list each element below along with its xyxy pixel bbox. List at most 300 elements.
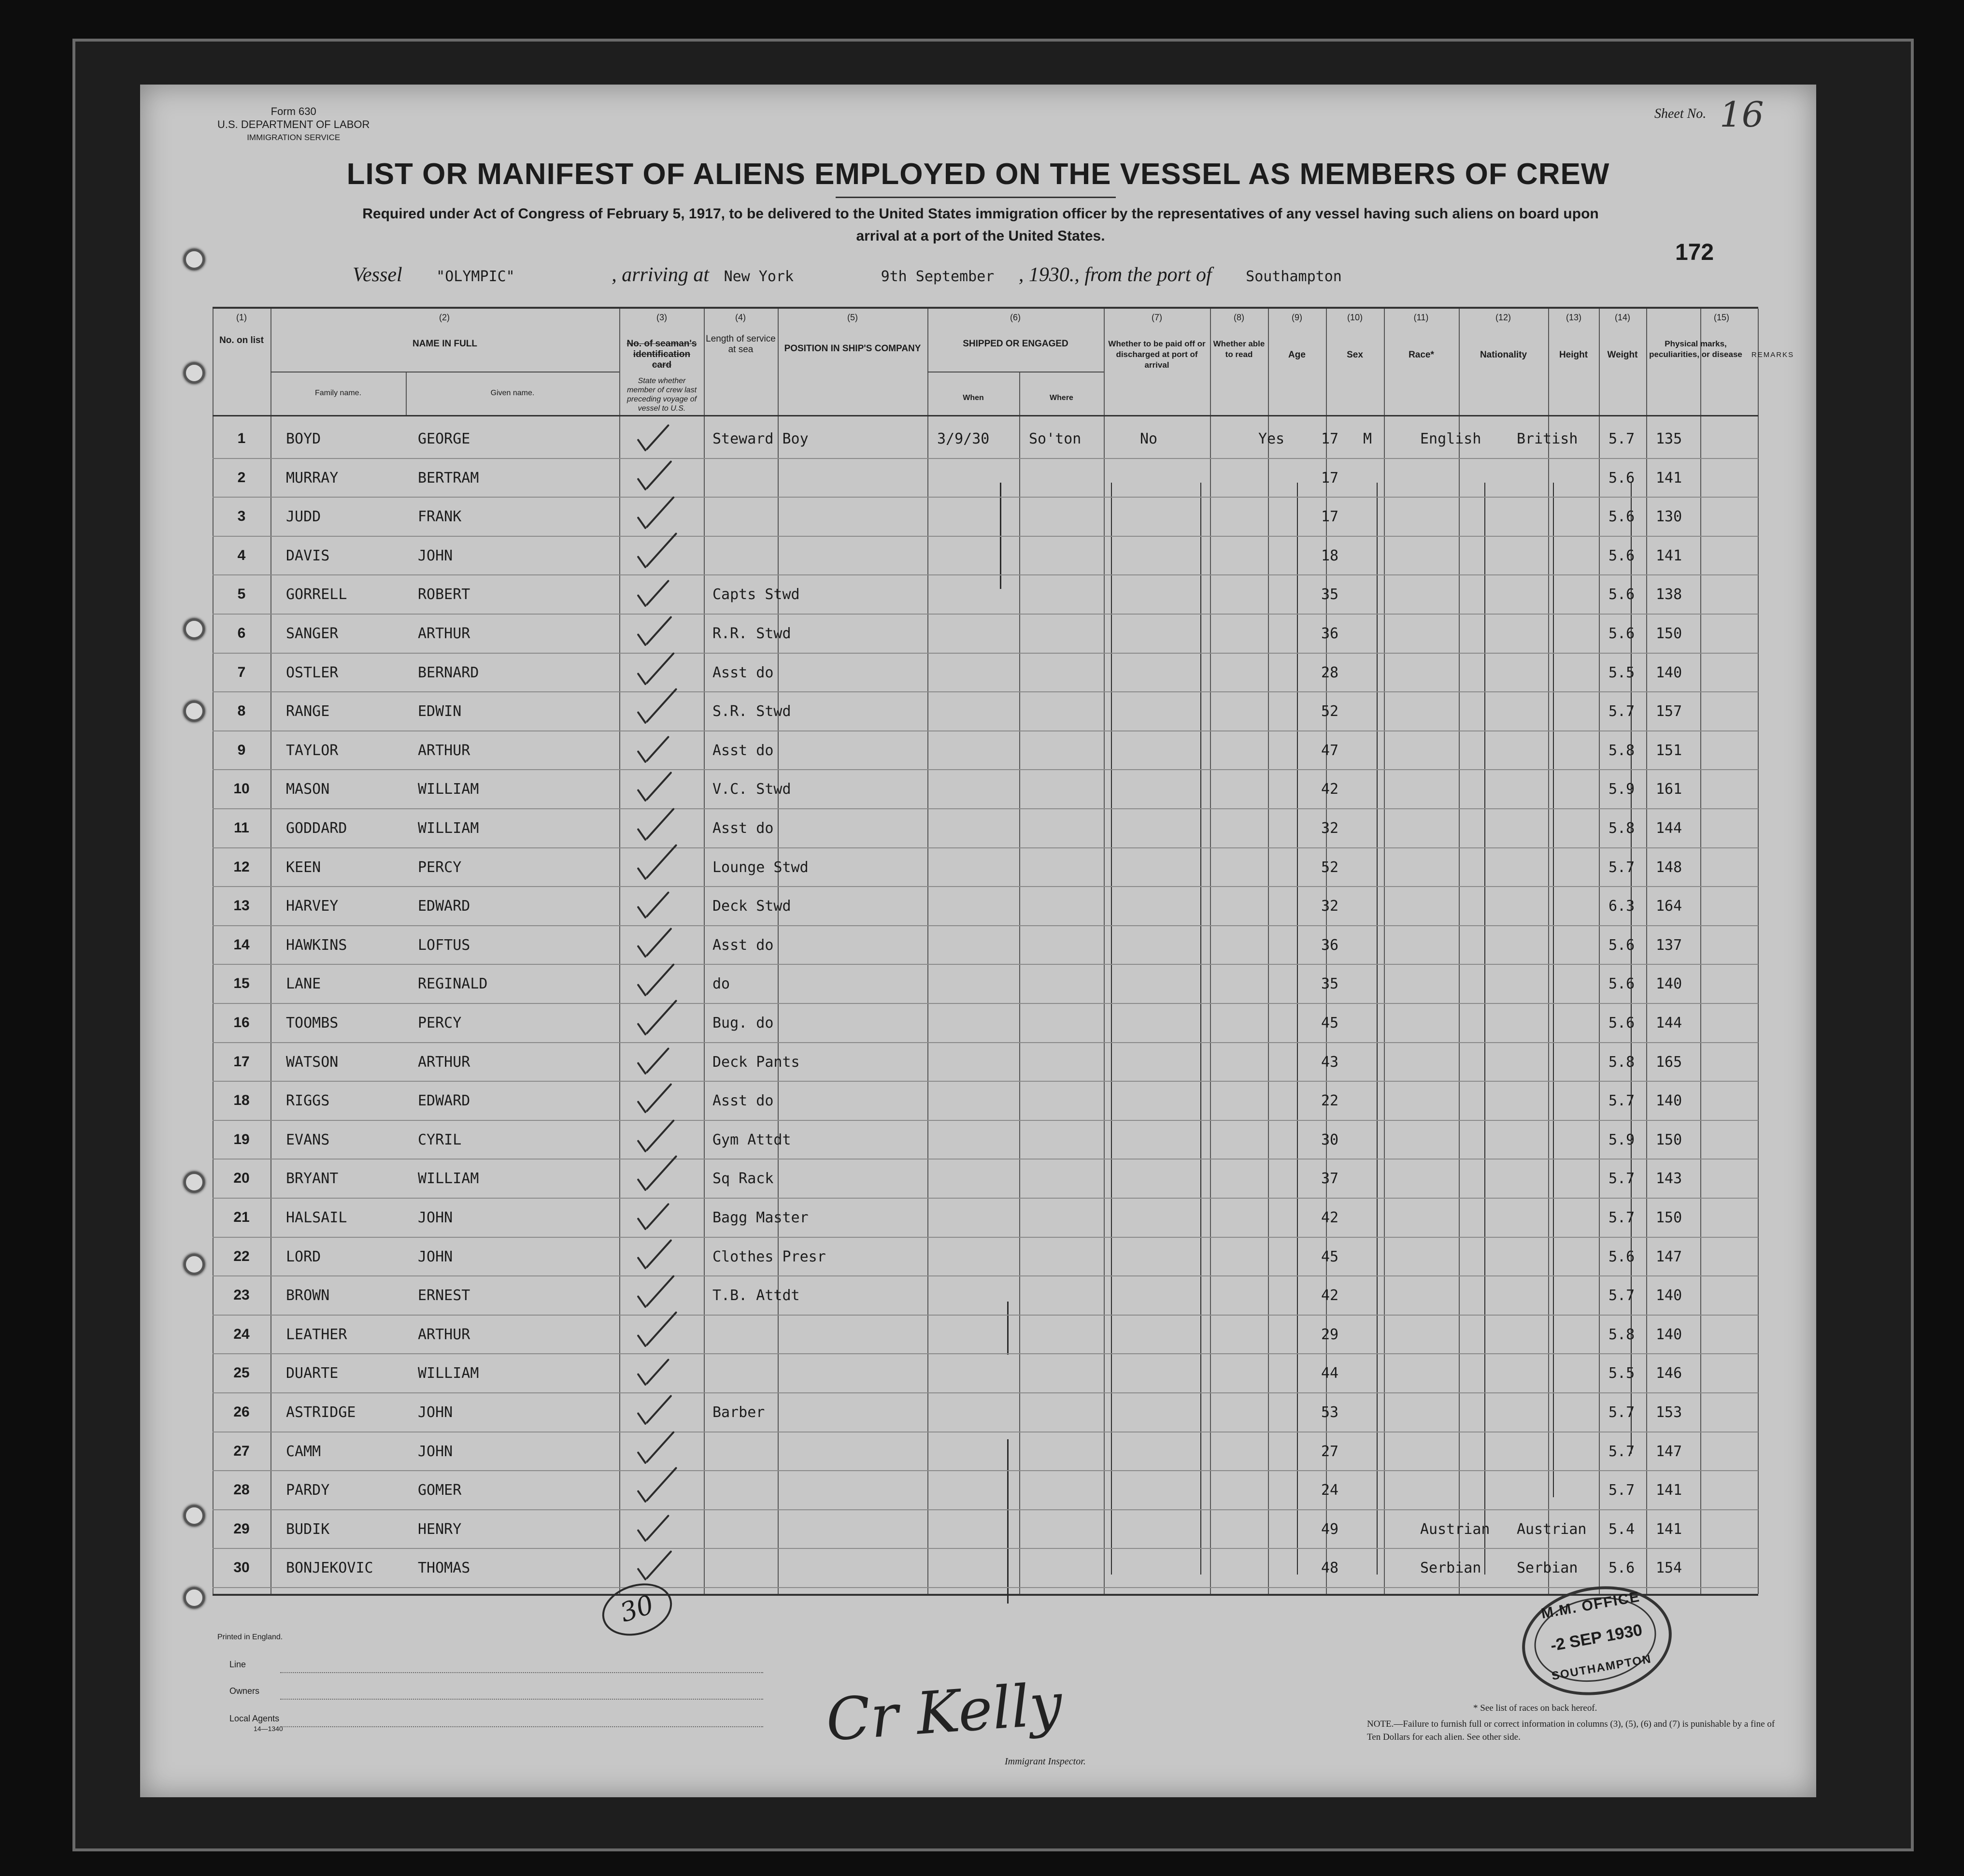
row-number-cell: 8	[237, 703, 246, 719]
family-name-cell: JUDD	[286, 508, 321, 526]
arrival-port: New York	[724, 268, 794, 285]
age-cell: 24	[1321, 1482, 1339, 1499]
col-number: (12)	[1495, 313, 1511, 322]
sheet-number: 16	[1720, 94, 1764, 135]
height-cell: 5.7	[1608, 1287, 1635, 1304]
height-cell: 5.7	[1608, 430, 1635, 447]
given-name-cell: JOHN	[418, 547, 453, 564]
manifest-sheet	[140, 85, 1816, 1797]
position-cell: Gym Attdt	[712, 1131, 791, 1148]
height-cell: 5.5	[1608, 664, 1635, 681]
table-row	[213, 1275, 1758, 1314]
printer-note: Printed in England.	[217, 1633, 283, 1641]
col-number: (1)	[236, 313, 247, 322]
weight-cell: 151	[1656, 742, 1682, 759]
table-row	[213, 886, 1758, 925]
inspector-signature: Cr Kelly	[824, 1671, 1065, 1754]
family-name-cell: DAVIS	[286, 547, 330, 564]
age-cell: 42	[1321, 1287, 1339, 1304]
given-name-cell: ARTHUR	[418, 742, 470, 759]
stamp-location: SOUTHAMPTON	[1551, 1652, 1653, 1683]
position-cell: Asst do	[712, 742, 774, 759]
col-number: (3)	[656, 313, 667, 322]
family-name-cell: CAMM	[286, 1443, 321, 1460]
family-name-cell: PARDY	[286, 1482, 330, 1499]
weight-cell: 141	[1656, 1520, 1682, 1538]
height-cell: 5.6	[1608, 1560, 1635, 1577]
binder-hole	[184, 249, 205, 270]
family-name-cell: BONJEKOVIC	[286, 1560, 373, 1577]
row-number-cell: 15	[233, 975, 250, 992]
binder-hole	[184, 618, 205, 640]
races-note: * See list of races on back hereof.	[1473, 1703, 1597, 1713]
position-cell: do	[712, 975, 730, 993]
ditto-mark	[1111, 483, 1112, 1575]
given-name-cell: EDWARD	[418, 1092, 470, 1110]
table-row	[213, 1548, 1758, 1587]
position-cell: T.B. Attdt	[712, 1287, 800, 1304]
table-row	[213, 536, 1758, 574]
weight-cell: 165	[1656, 1053, 1682, 1071]
header-no-on-list: No. on list	[219, 335, 264, 345]
family-name-cell: DUARTE	[286, 1365, 339, 1382]
given-name-cell: HENRY	[418, 1520, 462, 1538]
height-cell: 5.7	[1608, 1482, 1635, 1499]
position-cell: Asst do	[712, 1092, 774, 1110]
age-cell: 36	[1321, 936, 1339, 954]
weight-cell: 154	[1656, 1560, 1682, 1577]
col-number: (11)	[1413, 313, 1429, 322]
table-row	[213, 497, 1758, 535]
arrival-date: 9th September	[881, 268, 995, 285]
row-number-cell: 13	[233, 898, 250, 914]
position-cell: S.R. Stwd	[712, 703, 791, 720]
position-cell: Bagg Master	[712, 1209, 809, 1226]
family-name-cell: HAWKINS	[286, 936, 347, 954]
circled-total: 30	[596, 1575, 679, 1645]
page-number: 172	[1675, 240, 1714, 265]
weight-cell: 140	[1656, 1092, 1682, 1110]
weight-cell: 157	[1656, 703, 1682, 720]
age-cell: 17	[1321, 508, 1339, 526]
given-name-cell: REGINALD	[418, 975, 488, 993]
age-cell: 53	[1321, 1404, 1339, 1421]
position-cell: Deck Stwd	[712, 898, 791, 915]
col-number: (15)	[1713, 313, 1729, 322]
family-name-cell: BUDIK	[286, 1520, 330, 1538]
height-cell: 5.7	[1608, 859, 1635, 876]
binder-hole	[184, 362, 205, 384]
given-name-cell: THOMAS	[418, 1560, 470, 1577]
given-name-cell: PERCY	[418, 1015, 462, 1031]
table-row	[213, 1315, 1758, 1353]
vessel-line	[353, 263, 1753, 286]
height-cell: 5.6	[1608, 625, 1635, 642]
given-name-cell: FRANK	[418, 508, 462, 526]
given-name-cell: WILLIAM	[418, 820, 479, 837]
row-number-cell: 27	[233, 1443, 250, 1459]
year-suffix: 30	[1049, 264, 1069, 286]
table-row	[213, 1237, 1758, 1275]
height-cell: 5.6	[1608, 547, 1635, 564]
weight-cell: 147	[1656, 1248, 1682, 1265]
given-name-cell: EDWIN	[418, 703, 462, 720]
family-name-cell: MASON	[286, 781, 330, 798]
age-cell: 35	[1321, 586, 1339, 603]
weight-cell: 130	[1656, 508, 1682, 526]
given-name-cell: JOHN	[418, 1248, 453, 1265]
ditto-mark	[1007, 1439, 1009, 1604]
height-cell: 5.6	[1608, 1015, 1635, 1031]
table-row	[213, 769, 1758, 808]
table-row	[213, 1198, 1758, 1236]
ditto-mark	[1007, 1302, 1009, 1355]
nationality-cell: Serbian	[1517, 1560, 1578, 1577]
given-name-cell: EDWARD	[418, 898, 470, 915]
table-row	[213, 614, 1758, 652]
row-number-cell: 19	[233, 1131, 250, 1147]
header-name-in-full: NAME IN FULL	[412, 339, 478, 349]
position-cell: Asst do	[712, 820, 774, 837]
weight-cell: 150	[1656, 1209, 1682, 1226]
height-cell: 5.7	[1608, 1209, 1635, 1226]
header-nationality: Nationality	[1480, 350, 1527, 360]
weight-cell: 150	[1656, 1131, 1682, 1148]
table-row	[213, 925, 1758, 964]
shipped-when-cell: 3/9/30	[937, 430, 990, 447]
stamp-office: M.M. OFFICE	[1540, 1589, 1641, 1622]
row-number-cell: 11	[234, 820, 249, 836]
table-row	[213, 1353, 1758, 1392]
family-name-cell: GORRELL	[286, 586, 347, 603]
department-name: U.S. DEPARTMENT OF LABOR	[217, 118, 370, 130]
age-cell: 29	[1321, 1326, 1339, 1343]
given-name-cell: ARTHUR	[418, 1053, 470, 1071]
position-cell: Sq Rack	[712, 1170, 774, 1188]
family-name-cell: HALSAIL	[286, 1209, 347, 1226]
height-cell: 5.6	[1608, 508, 1635, 526]
position-cell: Asst do	[712, 664, 774, 681]
weight-cell: 141	[1656, 547, 1682, 564]
age-cell: 48	[1321, 1560, 1339, 1577]
col-number: (6)	[1010, 313, 1021, 322]
table-row	[213, 1042, 1758, 1081]
table-row	[213, 808, 1758, 847]
departure-port: Southampton	[1246, 268, 1342, 285]
height-cell: 5.7	[1608, 1443, 1635, 1460]
family-name-cell: ASTRIDGE	[286, 1404, 356, 1421]
header-seaman-card: No. of seaman's identification card	[626, 339, 697, 370]
shipped-where-cell: So'ton	[1029, 430, 1082, 447]
weight-cell: 141	[1656, 469, 1682, 487]
header-when: When	[963, 394, 984, 402]
table-row	[213, 1120, 1758, 1159]
form-issuer-block	[217, 105, 370, 144]
inspector-label: Immigrant Inspector.	[1005, 1756, 1086, 1767]
weight-cell: 144	[1656, 1015, 1682, 1031]
height-cell: 5.7	[1608, 703, 1635, 720]
family-name-cell: TAYLOR	[286, 742, 339, 759]
given-name-cell: WILLIAM	[418, 1365, 479, 1382]
given-name-cell: JOHN	[418, 1404, 453, 1421]
table-row	[213, 730, 1758, 769]
height-cell: 5.8	[1608, 1326, 1635, 1343]
header-sex: Sex	[1347, 350, 1363, 360]
nationality-cell: Austrian	[1517, 1520, 1587, 1538]
age-cell: 35	[1321, 975, 1339, 993]
given-name-cell: ERNEST	[418, 1287, 470, 1304]
header-race: Race*	[1409, 350, 1434, 360]
position-cell: Barber	[712, 1404, 765, 1421]
crew-manifest-table	[213, 307, 1794, 1596]
agents-label: Local Agents	[229, 1714, 280, 1723]
binder-hole	[184, 1587, 205, 1608]
col-number: (14)	[1614, 313, 1630, 322]
family-name-cell: RIGGS	[286, 1092, 330, 1110]
table-row	[213, 419, 1758, 458]
row-number-cell: 10	[233, 781, 250, 797]
table-row	[213, 1509, 1758, 1548]
age-cell: 44	[1321, 1365, 1339, 1382]
position-cell: Lounge Stwd	[712, 859, 809, 876]
table-row	[213, 1392, 1758, 1431]
weight-cell: 148	[1656, 859, 1682, 876]
row-number-cell: 25	[233, 1365, 250, 1381]
row-number-cell: 7	[237, 664, 246, 680]
row-number-cell: 21	[233, 1209, 250, 1225]
age-cell: 47	[1321, 742, 1339, 759]
age-cell: 30	[1321, 1131, 1339, 1148]
age-cell: 45	[1321, 1015, 1339, 1031]
family-name-cell: BRYANT	[286, 1170, 339, 1188]
family-name-cell: MURRAY	[286, 469, 339, 487]
table-row	[213, 691, 1758, 730]
height-cell: 5.9	[1608, 1131, 1635, 1148]
weight-cell: 140	[1656, 664, 1682, 681]
table-row	[213, 458, 1758, 497]
weight-cell: 138	[1656, 586, 1682, 603]
able-to-read-cell: Yes	[1258, 430, 1285, 447]
race-cell: English	[1420, 430, 1481, 447]
row-number-cell: 16	[233, 1015, 250, 1031]
family-name-cell: RANGE	[286, 703, 330, 720]
family-name-cell: TOOMBS	[286, 1015, 339, 1031]
height-cell: 5.7	[1608, 1170, 1635, 1188]
header-able-to-read: Whether able to read	[1213, 339, 1265, 359]
binder-hole	[184, 1505, 205, 1526]
row-number-cell: 12	[233, 859, 250, 875]
height-cell: 5.8	[1608, 820, 1635, 837]
from-label: ., from the port of	[1069, 264, 1212, 286]
age-cell: 52	[1321, 703, 1339, 720]
row-number-cell: 30	[233, 1560, 250, 1576]
col-number: (8)	[1234, 313, 1244, 322]
vessel-label: Vessel	[353, 264, 402, 286]
weight-cell: 140	[1656, 1287, 1682, 1304]
binder-hole	[184, 1254, 205, 1275]
line-label: Line	[229, 1660, 246, 1669]
nationality-cell: British	[1517, 430, 1578, 447]
family-name-cell: LORD	[286, 1248, 321, 1265]
row-number-cell: 14	[233, 936, 250, 953]
sheet-label: Sheet No.	[1654, 106, 1707, 121]
given-name-cell: ARTHUR	[418, 1326, 470, 1343]
weight-cell: 137	[1656, 936, 1682, 954]
position-cell: Asst do	[712, 936, 774, 954]
family-name-cell: LANE	[286, 975, 321, 993]
age-cell: 52	[1321, 859, 1339, 876]
height-cell: 5.5	[1608, 1365, 1635, 1382]
given-name-cell: WILLIAM	[418, 781, 479, 798]
height-cell: 5.4	[1608, 1520, 1635, 1538]
age-cell: 37	[1321, 1170, 1339, 1188]
row-number-cell: 18	[233, 1092, 250, 1109]
height-cell: 5.6	[1608, 936, 1635, 954]
col-number: (7)	[1152, 313, 1162, 322]
race-cell: Austrian	[1420, 1520, 1490, 1538]
weight-cell: 140	[1656, 1326, 1682, 1343]
year-prefix: , 19	[1018, 264, 1049, 286]
row-number-cell: 9	[237, 742, 246, 758]
header-given-name: Given name.	[490, 389, 535, 397]
age-cell: 43	[1321, 1053, 1339, 1071]
table-row	[213, 847, 1758, 886]
race-cell: Serbian	[1420, 1560, 1481, 1577]
family-name-cell: GODDARD	[286, 820, 347, 837]
row-number-cell: 6	[237, 625, 246, 641]
age-cell: 22	[1321, 1092, 1339, 1110]
ditto-mark	[1631, 483, 1632, 1454]
table-row	[213, 1159, 1758, 1197]
family-name-cell: LEATHER	[286, 1326, 347, 1343]
age-cell: 42	[1321, 1209, 1339, 1226]
agents-code: 14—1340	[254, 1725, 283, 1733]
height-cell: 5.6	[1608, 975, 1635, 993]
weight-cell: 153	[1656, 1404, 1682, 1421]
header-last-voyage: State whether member of crew last preceding voyage of vessel to U.S.	[626, 377, 697, 413]
row-number-cell: 1	[237, 430, 246, 446]
arriving-label: , arriving at	[612, 264, 710, 286]
age-cell: 32	[1321, 898, 1339, 915]
given-name-cell: ARTHUR	[418, 625, 470, 642]
position-cell: Steward Boy	[712, 430, 809, 447]
given-name-cell: BERNARD	[418, 664, 479, 681]
given-name-cell: GEORGE	[418, 430, 470, 447]
table-row	[213, 653, 1758, 691]
position-cell: V.C. Stwd	[712, 781, 791, 798]
ditto-mark	[1377, 483, 1378, 1575]
row-number-cell: 23	[233, 1287, 250, 1303]
ditto-mark	[1484, 483, 1485, 1575]
weight-cell: 143	[1656, 1170, 1682, 1188]
row-number-cell: 17	[233, 1053, 250, 1070]
height-cell: 5.8	[1608, 742, 1635, 759]
paid-off-cell: No	[1140, 430, 1158, 447]
weight-cell: 146	[1656, 1365, 1682, 1382]
given-name-cell: LOFTUS	[418, 936, 470, 954]
col-number: (2)	[439, 313, 450, 322]
height-cell: 5.8	[1608, 1053, 1635, 1071]
stamp-date: -2 SEP 1930	[1549, 1620, 1644, 1655]
header-position: POSITION IN SHIP'S COMPANY	[784, 344, 921, 354]
penalty-note: NOTE.—Failure to furnish full or correct information in columns (3), (5), (6) and (7) is punishable by a fine of Ten Dollars for each alien. See other side.	[1367, 1719, 1775, 1742]
weight-cell: 140	[1656, 975, 1682, 993]
col-number: (13)	[1566, 313, 1581, 322]
age-cell: 36	[1321, 625, 1339, 642]
row-number-cell: 3	[237, 508, 246, 525]
given-name-cell: BERTRAM	[418, 469, 479, 487]
header-weight: Weight	[1607, 350, 1638, 360]
form-number: Form 630	[270, 105, 316, 117]
header-paid-off: Whether to be paid off or discharged at port of arrival	[1108, 339, 1206, 370]
height-cell: 5.6	[1608, 469, 1635, 487]
family-name-cell: EVANS	[286, 1131, 330, 1148]
family-name-cell: SANGER	[286, 625, 339, 642]
weight-cell: 141	[1656, 1482, 1682, 1499]
header-physical-marks: Physical marks, peculiarities, or disease	[1649, 339, 1742, 359]
header-where: Where	[1050, 394, 1073, 402]
table-row	[213, 1003, 1758, 1042]
age-cell: 42	[1321, 781, 1339, 798]
weight-cell: 135	[1656, 430, 1682, 447]
position-cell: Capts Stwd	[712, 586, 800, 603]
col-number: (9)	[1292, 313, 1302, 322]
age-cell: 18	[1321, 547, 1339, 564]
weight-cell: 164	[1656, 898, 1682, 915]
position-cell: Bug. do	[712, 1015, 774, 1031]
row-number-cell: 26	[233, 1404, 250, 1420]
age-cell: 17	[1321, 430, 1339, 447]
ditto-mark	[1297, 483, 1298, 1575]
col-number: (5)	[847, 313, 858, 322]
family-name-cell: BOYD	[286, 430, 321, 447]
sex-cell: M	[1363, 430, 1372, 447]
height-cell: 5.7	[1608, 1092, 1635, 1110]
row-number-cell: 5	[237, 586, 246, 602]
weight-cell: 161	[1656, 781, 1682, 798]
weight-cell: 147	[1656, 1443, 1682, 1460]
height-cell: 5.6	[1608, 586, 1635, 603]
header-age: Age	[1288, 350, 1306, 360]
age-cell: 45	[1321, 1248, 1339, 1265]
height-cell: 5.9	[1608, 781, 1635, 798]
header-remarks: REMARKS	[1751, 351, 1794, 359]
age-cell: 32	[1321, 820, 1339, 837]
given-name-cell: CYRIL	[418, 1131, 462, 1148]
table-row	[213, 1470, 1758, 1509]
age-cell: 49	[1321, 1520, 1339, 1538]
family-name-cell: KEEN	[286, 859, 321, 876]
family-name-cell: OSTLER	[286, 664, 339, 681]
service-name: IMMIGRATION SERVICE	[247, 133, 341, 142]
given-name-cell: ROBERT	[418, 586, 470, 603]
family-name-cell: BROWN	[286, 1287, 330, 1304]
row-number-cell: 28	[233, 1482, 250, 1498]
family-name-cell: WATSON	[286, 1053, 339, 1071]
row-number-cell: 29	[233, 1520, 250, 1537]
age-cell: 17	[1321, 469, 1339, 487]
position-cell: Deck Pants	[712, 1053, 800, 1071]
ditto-mark	[1553, 483, 1554, 1497]
col-number: (4)	[735, 313, 746, 322]
col-number: (10)	[1347, 313, 1363, 322]
height-cell: 5.7	[1608, 1404, 1635, 1421]
position-cell: Clothes Presr	[712, 1248, 826, 1265]
given-name-cell: PERCY	[418, 859, 462, 876]
binder-hole	[184, 1172, 205, 1193]
given-name-cell: JOHN	[418, 1209, 453, 1226]
table-row	[213, 964, 1758, 1002]
